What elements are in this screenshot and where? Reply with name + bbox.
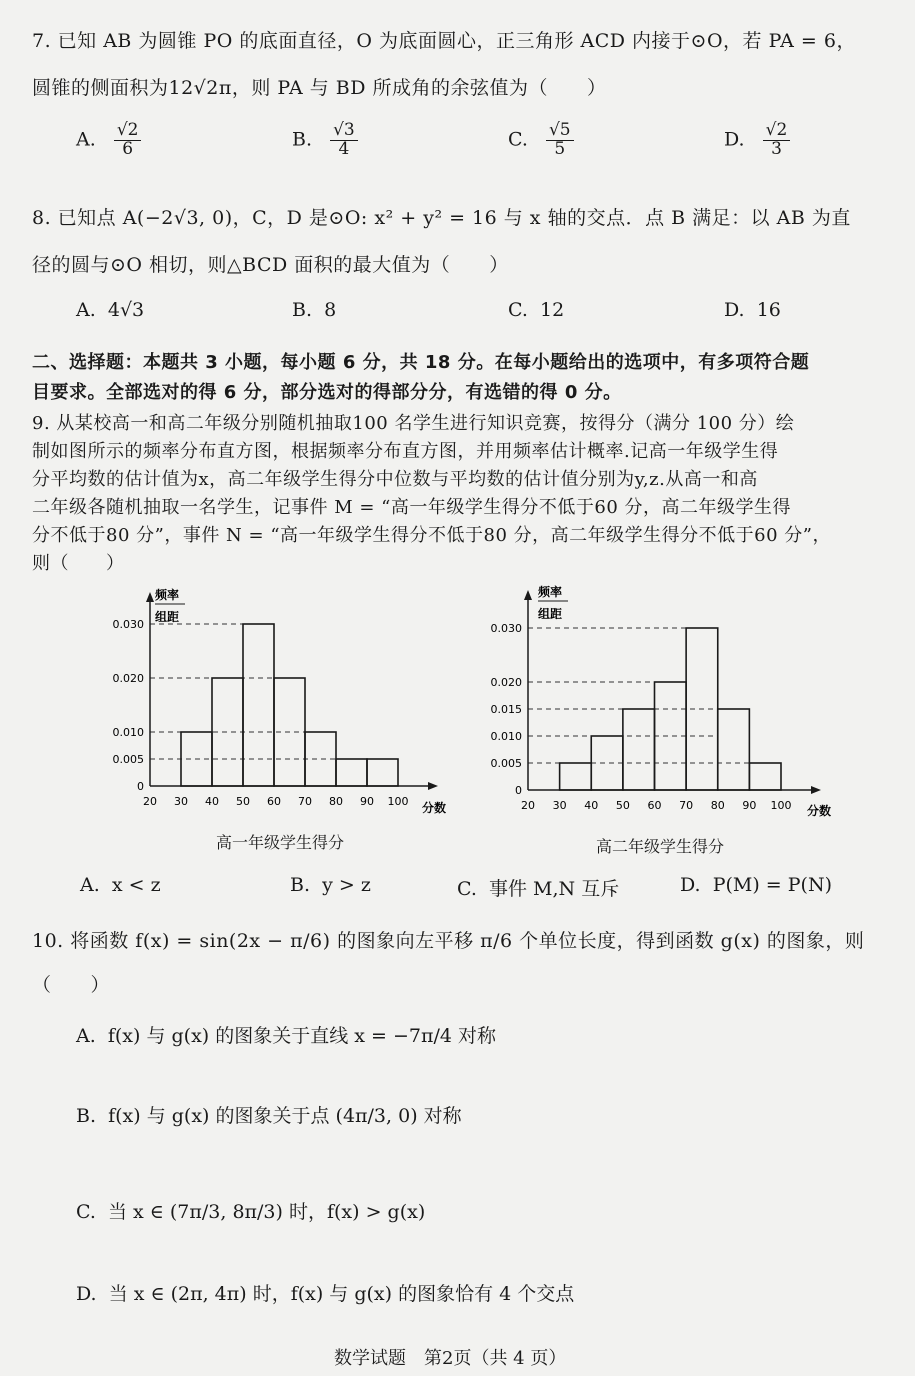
q9-option-b	[290, 874, 371, 896]
fraction-denominator: 6	[122, 138, 134, 159]
option-label: D.	[76, 1283, 97, 1305]
x-tick-label: 20	[521, 799, 535, 812]
fraction-numerator: √2	[763, 122, 791, 141]
fraction-numerator: √5	[546, 122, 574, 141]
q9-stem-line6: 则（ ）	[32, 553, 125, 574]
x-tick-label: 30	[174, 795, 188, 808]
fraction-denominator: 3	[771, 138, 782, 159]
x-axis-arrow	[811, 786, 821, 794]
x-tick-label: 30	[552, 799, 567, 812]
option-label: D.	[724, 128, 745, 151]
q9-stem-line5: 分不低于80 分”，事件 N = “高一年级学生得分不低于80 分，高二年级学生得分不低于60 分”，	[32, 525, 831, 546]
y-axis-label-bottom: 组距	[155, 610, 180, 624]
histogram-bar	[749, 763, 781, 790]
x-tick-label: 100	[387, 795, 409, 808]
option-text: 当 x ∈ (7π/3, 8π/3) 时，f(x) > g(x)	[108, 1201, 426, 1223]
q9-option-d	[680, 874, 832, 896]
fraction-numerator: √3	[330, 122, 358, 141]
option-label: A.	[76, 128, 96, 151]
x-tick-label: 70	[679, 799, 694, 812]
q7-stem-line2: 圆锥的侧面积为12√2π，则 PA 与 BD 所成角的余弦值为（ ）	[32, 77, 607, 99]
q9-stem-line2: 制如图所示的频率分布直方图，根据频率分布直方图，并用频率估计概率.记高一年级学生得	[32, 441, 779, 462]
x-axis-label: 分数	[422, 801, 447, 815]
q8-option-a	[76, 299, 144, 321]
option-text: 12	[540, 299, 565, 321]
histogram-bar	[560, 763, 592, 790]
q9-stem-line3: 分平均数的估计值为x，高二年级学生得分中位数与平均数的估计值分别为y,z.从高一和高	[32, 469, 758, 490]
q10-stem-line1: 10. 将函数 f(x) = sin(2x − π/6) 的图象向左平移 π/6 个单位长度，得到函数 g(x) 的图象，则	[32, 930, 865, 952]
option-text: 16	[756, 299, 781, 321]
option-label: B.	[292, 299, 313, 321]
option-text: 4√3	[107, 299, 145, 321]
option-text: 8	[324, 299, 337, 321]
histogram-bar	[718, 709, 750, 790]
x-tick-label: 20	[143, 795, 157, 808]
option-label: C.	[508, 299, 528, 321]
q9-option-a	[80, 874, 161, 896]
option-text: 事件 M,N 互斥	[489, 878, 620, 900]
chart2-caption: 高二年级学生得分	[596, 837, 725, 856]
y-tick-label: 0.030	[490, 622, 522, 635]
option-label: D.	[680, 874, 701, 896]
option-label: A.	[76, 1025, 96, 1047]
y-tick-label: 0	[137, 780, 144, 793]
q9-stem-line1: 9. 从某校高一和高二年级分别随机抽取100 名学生进行知识竞赛，按得分（满分 100 分）绘	[32, 413, 795, 434]
y-tick-label: 0.030	[112, 618, 144, 631]
histogram-bar	[243, 624, 274, 786]
option-label: D.	[724, 299, 745, 321]
histogram-bar	[336, 759, 367, 786]
option-label: C.	[76, 1201, 96, 1223]
x-tick-label: 50	[236, 795, 250, 808]
histogram-bar	[623, 709, 655, 790]
q10-stem-line2: （ ）	[32, 974, 111, 996]
q8-option-b	[292, 299, 336, 321]
y-tick-label: 0.020	[112, 672, 144, 685]
option-label: B.	[76, 1105, 97, 1127]
q10-option-d	[76, 1279, 574, 1306]
x-tick-label: 90	[742, 799, 757, 812]
y-tick-label: 0.010	[112, 726, 144, 739]
option-label: B.	[290, 874, 311, 896]
x-tick-label: 70	[298, 795, 312, 808]
y-axis-arrow	[146, 592, 154, 602]
q10-option-c	[76, 1197, 425, 1224]
y-tick-label: 0.020	[490, 676, 522, 689]
q7-option-c	[508, 122, 576, 159]
q9-option-c	[457, 874, 619, 901]
y-axis-label-top: 频率	[155, 588, 180, 602]
x-tick-label: 100	[770, 799, 792, 812]
x-axis-arrow	[428, 782, 438, 790]
chart1-caption: 高一年级学生得分	[216, 833, 345, 852]
option-label: C.	[457, 878, 477, 900]
histogram-grade11	[480, 582, 840, 822]
q10-option-b	[76, 1101, 462, 1128]
q8-stem-line2: 径的圆与⊙O 相切，则△BCD 面积的最大值为（ ）	[32, 254, 509, 276]
section2-heading-line2: 目要求。全部选对的得 6 分，部分选对的得部分分，有选错的得 0 分。	[32, 382, 622, 403]
y-tick-label: 0	[515, 784, 522, 797]
y-axis-label-bottom: 组距	[538, 607, 563, 621]
option-text: f(x) 与 g(x) 的图象关于直线 x = −7π/4 对称	[107, 1025, 497, 1047]
q9-stem-line4: 二年级各随机抽取一名学生，记事件 M = “高一年级学生得分不低于60 分，高二年级学生得	[32, 497, 792, 518]
q7-option-a	[76, 122, 143, 159]
histogram-grade10	[100, 582, 460, 822]
option-label: B.	[292, 128, 313, 151]
y-tick-label: 0.015	[490, 703, 522, 716]
option-label: C.	[508, 128, 528, 151]
option-text: y > z	[322, 874, 371, 896]
x-tick-label: 80	[329, 795, 343, 808]
fraction-numerator: √2	[114, 122, 142, 141]
q7-option-d	[724, 122, 792, 159]
x-axis-label: 分数	[807, 804, 832, 818]
q8-option-c	[508, 299, 564, 321]
x-tick-label: 60	[267, 795, 281, 808]
option-text: x < z	[111, 874, 161, 896]
y-axis-label-top: 频率	[538, 585, 563, 599]
option-label: A.	[76, 299, 96, 321]
y-tick-label: 0.010	[490, 730, 522, 743]
x-tick-label: 40	[205, 795, 219, 808]
option-text: 当 x ∈ (2π, 4π) 时，f(x) 与 g(x) 的图象恰有 4 个交点	[108, 1283, 575, 1305]
page-footer: 数学试题 第2页（共 4 页）	[334, 1348, 567, 1369]
x-tick-label: 50	[615, 799, 630, 812]
x-tick-label: 40	[584, 799, 599, 812]
fraction-denominator: 4	[338, 138, 350, 159]
q10-option-a	[76, 1021, 496, 1048]
option-text: f(x) 与 g(x) 的图象关于点 (4π/3, 0) 对称	[108, 1105, 462, 1127]
q7-option-b	[292, 122, 360, 159]
y-axis-arrow	[524, 590, 532, 600]
q8-stem-line1: 8. 已知点 A(−2√3, 0)，C，D 是⊙O: x² + y² = 16 与 x 轴的交点．点 B 满足：以 AB 为直	[32, 207, 851, 229]
fraction-denominator: 5	[554, 138, 566, 159]
q8-option-d	[724, 299, 781, 321]
q7-stem-line1: 7. 已知 AB 为圆锥 PO 的底面直径，O 为底面圆心，正三角形 ACD 内接于⊙O，若 PA = 6，	[32, 30, 856, 52]
y-tick-label: 0.005	[112, 753, 144, 766]
x-tick-label: 60	[647, 799, 662, 812]
x-tick-label: 90	[360, 795, 374, 808]
section2-heading-line1: 二、选择题：本题共 3 小题，每小题 6 分，共 18 分。在每小题给出的选项中，有多项符合题	[32, 352, 810, 373]
x-tick-label: 80	[710, 799, 725, 812]
option-label: A.	[80, 874, 100, 896]
y-tick-label: 0.005	[490, 757, 522, 770]
option-text: P(M) = P(N)	[712, 874, 833, 896]
histogram-bar	[367, 759, 398, 786]
